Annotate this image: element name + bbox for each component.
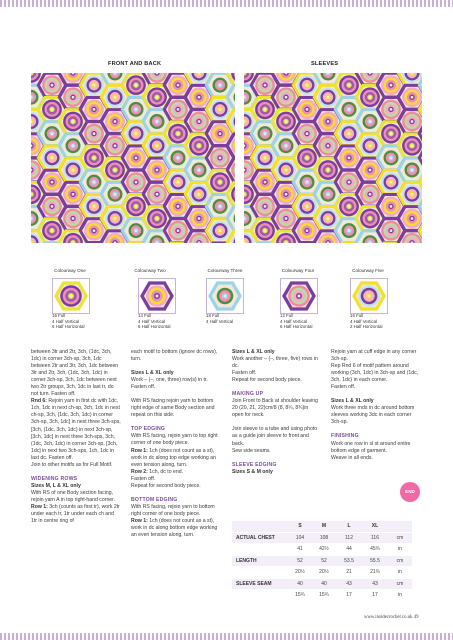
size-table bbox=[232, 520, 412, 602]
detail-line: 4 Half Vertical bbox=[138, 318, 166, 324]
section-heading: BOTTOM EDGING bbox=[131, 496, 178, 503]
detail-line: 6 Half Horizontal bbox=[52, 324, 85, 330]
size-note: Sizes L & XL only bbox=[232, 349, 275, 355]
colourway-swatch-frame bbox=[52, 278, 90, 314]
colourway-title: Colourway Four bbox=[281, 268, 315, 273]
end-badge: END bbox=[400, 482, 420, 502]
table-cell: 15¾ bbox=[319, 592, 329, 599]
paragraph bbox=[131, 448, 219, 469]
table-cell: cm bbox=[388, 533, 412, 544]
table-cell: cm bbox=[388, 579, 412, 590]
table-cell: 52 bbox=[312, 556, 336, 567]
paragraph bbox=[131, 469, 219, 476]
section-heading: TOP EDGING bbox=[131, 426, 166, 433]
page-number: 49 bbox=[413, 615, 419, 620]
paragraph bbox=[31, 398, 121, 461]
colourway-details bbox=[138, 313, 170, 330]
table-cell: in bbox=[398, 569, 402, 576]
paragraph: Work another – (–, three, five) rows in dc. bbox=[232, 356, 318, 370]
hexagon-motif bbox=[398, 110, 422, 134]
table-cell: 40 bbox=[312, 579, 336, 590]
step-text: 3ch (counts as first tr), work 2tr under each tr, 1tr under each ch and 1tr in centre ring of bbox=[31, 503, 120, 525]
bottom-stripe-border bbox=[0, 633, 453, 640]
table-row bbox=[232, 556, 412, 567]
table-cell bbox=[232, 544, 288, 555]
section-heading: WIDENING ROWS bbox=[31, 475, 78, 482]
table-cell: 116 bbox=[362, 533, 388, 544]
table-cell bbox=[232, 567, 288, 578]
table-cell: 20½ bbox=[319, 569, 329, 576]
paragraph: With RS facing, rejoin yarn to top right corner of one body piece. bbox=[131, 433, 218, 447]
table-cell: 17 bbox=[372, 592, 378, 599]
header-cell: L bbox=[336, 521, 362, 532]
paragraph: With RS facing rejoin yarn to bottom right edge of same Body section and repeat on this side. bbox=[131, 398, 215, 419]
colourway-details bbox=[350, 313, 382, 330]
table-cell: 53.5 bbox=[336, 556, 362, 567]
sleeves-hexagon-grid bbox=[244, 73, 422, 243]
paragraph: Rejoin yarn at cuff edge in any corner 3ch-sp. bbox=[331, 349, 417, 363]
colourway-title: Colourway One bbox=[54, 268, 86, 273]
table-cell: 43 bbox=[336, 579, 362, 590]
colourway-details bbox=[52, 313, 84, 330]
table-cell: 17 bbox=[346, 592, 352, 599]
step-label: Row 1: bbox=[131, 447, 148, 454]
colourway-swatch-frame bbox=[350, 278, 388, 314]
paragraph: each motif to bottom (ignore dc rows), turn. bbox=[131, 349, 218, 363]
size-note: Sizes L & XL only bbox=[331, 398, 374, 405]
colourway-three-hexagon bbox=[207, 279, 243, 313]
table-cell: ACTUAL CHEST bbox=[232, 533, 288, 544]
colourway-swatch-frame bbox=[206, 278, 244, 314]
table-cell: SLEEVE SEAM bbox=[232, 579, 288, 590]
table-cell: 112 bbox=[336, 533, 362, 544]
table-cell: 21¾ bbox=[370, 569, 380, 576]
hexagon-motif bbox=[398, 134, 422, 158]
detail-line: 14 Full bbox=[138, 313, 152, 318]
step-text: 1ch, dc to end. bbox=[147, 468, 184, 475]
page-footer bbox=[364, 615, 419, 620]
table-cell: LENGTH bbox=[232, 556, 288, 567]
header-cell bbox=[232, 521, 288, 532]
table-cell: 15¾ bbox=[295, 592, 305, 599]
step-text: Rejoin yarn in first dc with 1dc, 1ch, 1dc in next ch-sp, 3ch, 1dc in next ch-sp, 3ch, (1dc, 3ch, 1dc) in corner 3ch-sp, 3ch, 1dc] in next three 3ch-sps, [3ch, (1dc, 3ch, 1dc) in next 3ch-sp, [3ch, 1dc] in next three 3ch-sps, 3ch, (1dc, 3ch, 1dc) in corner 3ch-sp, [3ch, 1dc] in next two 3ch-sps, 1ch, 1dc in last dc. Fasten off. bbox=[31, 398, 121, 461]
hexagon-motif bbox=[398, 158, 422, 182]
section-heading: FINISHING bbox=[331, 433, 359, 440]
table-cell: in bbox=[398, 546, 402, 553]
table-cell: 55.5 bbox=[362, 556, 388, 567]
hexagon-motif bbox=[398, 207, 422, 231]
table-cell: in bbox=[398, 592, 402, 599]
header-cell: XL bbox=[362, 521, 388, 532]
colourway-four-hexagon bbox=[281, 279, 317, 313]
table-cell bbox=[232, 590, 288, 601]
table-cell: 40 bbox=[288, 579, 312, 590]
hexagon-motif bbox=[210, 283, 240, 309]
colourway-five-hexagon bbox=[351, 279, 387, 313]
paragraph: Weave in all ends. bbox=[331, 454, 373, 461]
colourway-swatch-frame bbox=[280, 278, 318, 314]
detail-line: 2 Half Horizontal bbox=[350, 324, 383, 330]
colourway-title: Colourway Three bbox=[207, 268, 243, 273]
table-cell: 43 bbox=[362, 579, 388, 590]
colourway-title: Colourway Five bbox=[352, 268, 384, 273]
pattern-column-1 bbox=[31, 349, 121, 525]
detail-line: 16 Full bbox=[350, 313, 364, 318]
table-cell: 41 bbox=[297, 546, 303, 553]
table-cell: cm bbox=[388, 556, 412, 567]
paragraph: Work – (–, one, three) row(s) in tr. Fasten off. bbox=[131, 377, 208, 391]
detail-line: 4 Half Vertical bbox=[350, 318, 378, 324]
header-cell: S bbox=[288, 521, 312, 532]
step-label: Row 1: bbox=[131, 517, 148, 524]
colourway-one-hexagon bbox=[53, 279, 89, 313]
step-label: Row 1: bbox=[31, 503, 48, 510]
colourway-details bbox=[206, 313, 233, 324]
front-back-heading: FRONT AND BACK bbox=[108, 61, 162, 67]
paragraph bbox=[31, 504, 121, 525]
header-cell: M bbox=[312, 521, 336, 532]
paragraph: Fasten off. bbox=[331, 384, 356, 391]
table-row bbox=[232, 590, 412, 601]
section-heading: SLEEVE EDGING bbox=[232, 461, 277, 468]
pattern-column-4 bbox=[331, 349, 421, 462]
hexagon-motif bbox=[142, 283, 172, 309]
table-row bbox=[232, 567, 412, 578]
size-note: Sizes L & XL only bbox=[131, 370, 174, 377]
colourway-title: Colourway Two bbox=[134, 268, 166, 273]
paragraph: between 3tr and 2tr, 3ch, (1dc, 3ch, 1dc) in corner 3ch-sp, 3ch, 1dc between 2tr and 3tr, 3ch, 1dc between 3tr and 2tr, 3ch, (1dc, 3ch, 1dc) in corner 3ch-sp, 3ch, 1dc between next two 2tr groups, 3ch, 1dc in last tr, do not turn. Fasten off. bbox=[31, 349, 119, 398]
hexagon-motif bbox=[398, 182, 422, 206]
detail-line: 6 Half Horizontal bbox=[138, 324, 171, 330]
table-cell: 108 bbox=[312, 533, 336, 544]
hexagon-motif bbox=[398, 85, 422, 109]
top-stripe-border bbox=[0, 0, 453, 7]
step-text: 1ch (does not count as a st), work in dc along bottom edge working an even tension along, turn. bbox=[131, 517, 218, 539]
detail-line: 12 Full bbox=[280, 313, 294, 318]
front-back-hexagon-grid bbox=[31, 73, 235, 243]
pattern-column-2 bbox=[131, 349, 219, 539]
paragraph: Fasten off. bbox=[232, 370, 257, 377]
table-cell: 21 bbox=[346, 569, 352, 576]
hexagon-motif bbox=[56, 283, 86, 309]
table-row bbox=[232, 533, 412, 544]
front-back-motif-panel bbox=[31, 73, 235, 243]
colourway-three bbox=[197, 268, 253, 324]
paragraph: Join sleeve to a tube and using photo as a guide join sleeve to front and back. bbox=[232, 426, 318, 447]
paragraph: Work three rnds in dc around bottom sleeves working 3dc in each corner 3ch-sp. bbox=[331, 405, 415, 426]
size-table-header bbox=[232, 521, 412, 532]
table-row bbox=[232, 544, 412, 555]
detail-line: 18 Full bbox=[206, 313, 220, 318]
table-cell: 20½ bbox=[295, 569, 305, 576]
table-cell: 52 bbox=[288, 556, 312, 567]
section-heading: MAKING UP bbox=[232, 391, 264, 398]
step-label: Rnd 6: bbox=[31, 398, 47, 405]
detail-line: 16 Full bbox=[52, 313, 66, 318]
sleeves-heading: SLEEVES bbox=[311, 61, 339, 67]
colourway-five bbox=[338, 268, 398, 330]
hexagon-motif bbox=[354, 283, 384, 309]
table-cell: 44 bbox=[346, 546, 352, 553]
table-cell: 104 bbox=[288, 533, 312, 544]
paragraph: Repeat for second body piece. bbox=[131, 482, 201, 489]
colourway-one bbox=[40, 268, 100, 330]
size-note: Sizes S & M only bbox=[232, 468, 273, 475]
pattern-column-3 bbox=[232, 349, 320, 476]
detail-line: 6 Half Horizontal bbox=[280, 324, 313, 330]
paragraph: With RS of one Body section facing, rejoin yarn A in top right-hand corner. bbox=[31, 489, 116, 503]
paragraph: Sew side seams. bbox=[232, 447, 271, 454]
colourway-two bbox=[120, 268, 180, 330]
step-label: Row 2: bbox=[131, 468, 148, 475]
table-cell: 42½ bbox=[319, 546, 329, 553]
colourway-swatch-frame bbox=[138, 278, 176, 314]
detail-line: 4 Half Vertical bbox=[52, 318, 80, 324]
detail-line: 4 Half Vertical bbox=[206, 318, 234, 324]
detail-line: 4 Half Vertical bbox=[280, 318, 308, 324]
hexagon-motif bbox=[284, 283, 314, 309]
paragraph: Repeat for second body piece. bbox=[232, 377, 302, 384]
table-row bbox=[232, 579, 412, 590]
colourway-four bbox=[268, 268, 328, 330]
paragraph: With RS facing, rejoin yarn to bottom right corner of one body piece. bbox=[131, 503, 215, 517]
step-text: 1ch (does not count as a st), work in dc along top edge working an even tension along, turn. bbox=[131, 447, 216, 468]
colourway-details bbox=[280, 313, 312, 330]
paragraph bbox=[131, 518, 219, 539]
size-note: Sizes M, L & XL only bbox=[31, 482, 81, 489]
paragraph: Fasten off. bbox=[131, 475, 156, 482]
paragraph: Work one row in sl st around entire bottom edge of garment. bbox=[331, 440, 411, 454]
sleeves-motif-panel bbox=[244, 73, 422, 243]
paragraph: Join Front to Back at shoulder leaving 20 (20, 21, 22)cm/8 (8, 8¼, 8¾)in open for neck. bbox=[232, 398, 319, 419]
header-cell bbox=[388, 521, 412, 532]
paragraph: Rep Rnd 6 of motif pattern around working (3ch, 1dc) in 3ch-sp and (1dc, 3ch, 1dc) in each corner. bbox=[331, 363, 419, 384]
website-url: www.insidecrochet.co.uk bbox=[364, 615, 413, 620]
table-cell: 45¾ bbox=[370, 546, 380, 553]
colourway-two-hexagon bbox=[139, 279, 175, 313]
paragraph: Join to other motifs as for Full Motif. bbox=[31, 461, 113, 468]
